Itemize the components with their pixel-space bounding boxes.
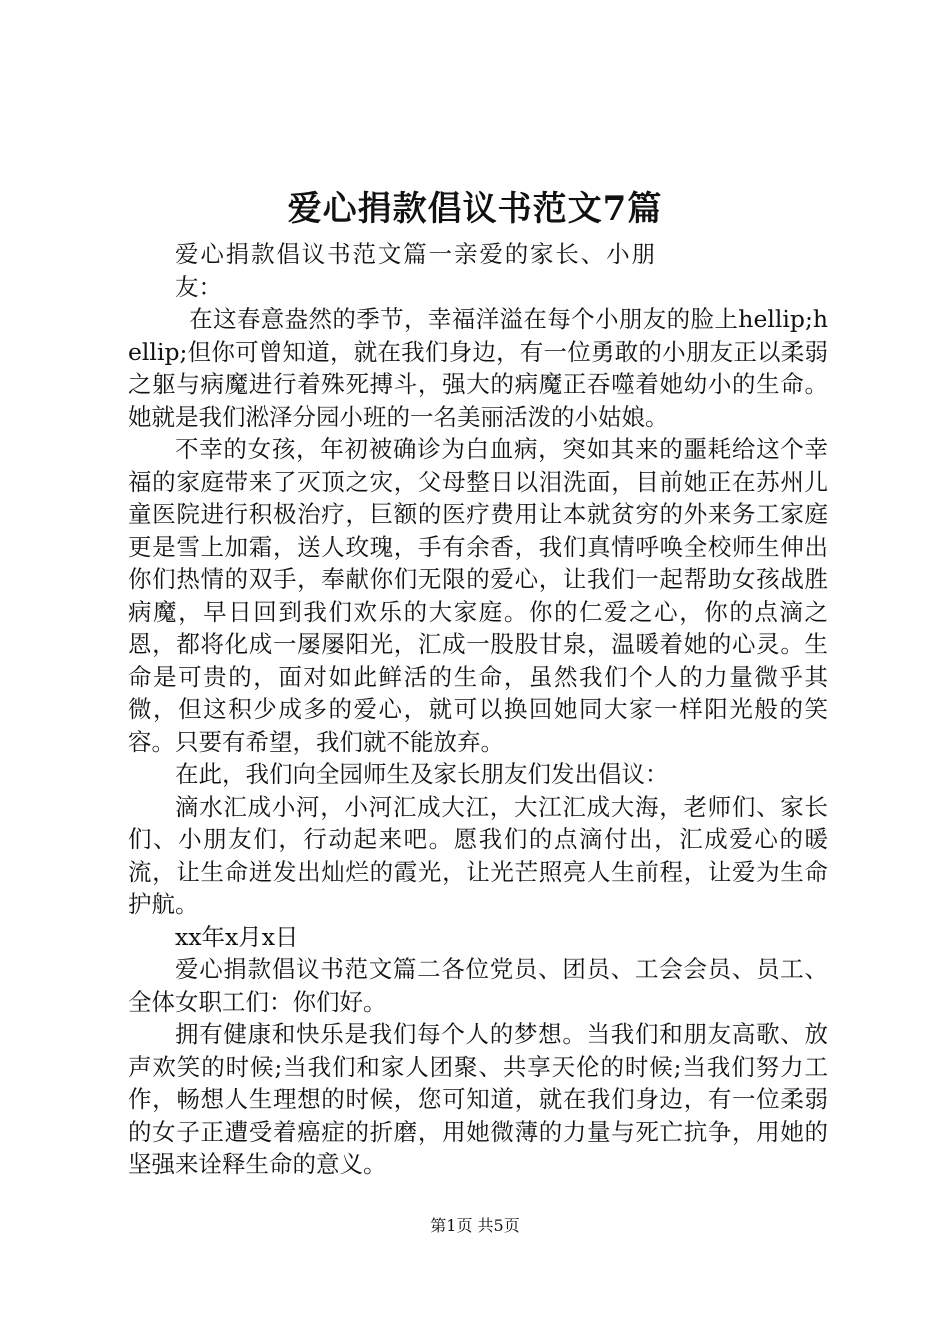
paragraph-3: 在此，我们向全园师生及家长朋友们发出倡议： [175,760,669,788]
paragraph-7: 拥有健康和快乐是我们每个人的梦想。当我们和朋友高歌、放声欢笑的时候;当我们和家人团聚、共享天伦的时候;当我们努力工作，畅想人生理想的时候，您可知道，就在我们身边，有一位柔弱的女子正遭受着癌症的折磨，用她微薄的力量与死亡抗争，用她的坚强来诠释生命的意义。 [128,1020,828,1178]
paragraph-2: 不幸的女孩，年初被确诊为白血病，突如其来的噩耗给这个幸福的家庭带来了灭顶之灾，父母整日以泪洗面，目前她正在苏州儿童医院进行积极治疗，巨额的医疗费用让本就贫穷的外来务工家庭更是雪上加霜，送人玫瑰，手有余香，我们真情呼唤全校师生伸出你们热情的双手，奉献你们无限的爱心，让我们一起帮助女孩战胜病魔，早日回到我们欢乐的大家庭。你的仁爱之心，你的点滴之恩，都将化成一屡屡阳光，汇成一股股甘泉，温暖着她的心灵。生命是可贵的，面对如此鲜活的生命，虽然我们个人的力量微乎其微，但这积少成多的爱心，就可以换回她同大家一样阳光般的笑容。只要有希望，我们就不能放弃。 [128,435,828,756]
paragraph-1: 在这春意盎然的季节，幸福洋溢在每个小朋友的脸上hellip;hellip;但你可曾知道，就在我们身边，有一位勇敢的小朋友正以柔弱之躯与病魔进行着殊死搏斗，强大的病魔正吞噬着她幼小的生命。她就是我们淞泽分园小班的一名美丽活泼的小姑娘。 [128,305,828,431]
document-title: 爱心捐款倡议书范文7篇 [287,189,663,229]
document-body [128,238,828,1181]
date-line: xx年x月x日 [175,922,299,951]
paragraph-4: 滴水汇成小河，小河汇成大江，大江汇成大海，老师们、家长们、小朋友们，行动起来吧。愿我们的点滴付出，汇成爱心的暖流，让生命迸发出灿烂的霞光，让光芒照亮人生前程，让爱为生命护航。 [128,792,828,918]
paragraph-6: 爱心捐款倡议书范文篇二各位党员、团员、工会会员、员工、全体女职工们：你们好。 [128,955,828,1016]
page-footer: 第1页 共5页 [430,1216,520,1235]
paragraph-intro: 爱心捐款倡议书范文篇一亲爱的家长、小朋友： [175,240,655,301]
